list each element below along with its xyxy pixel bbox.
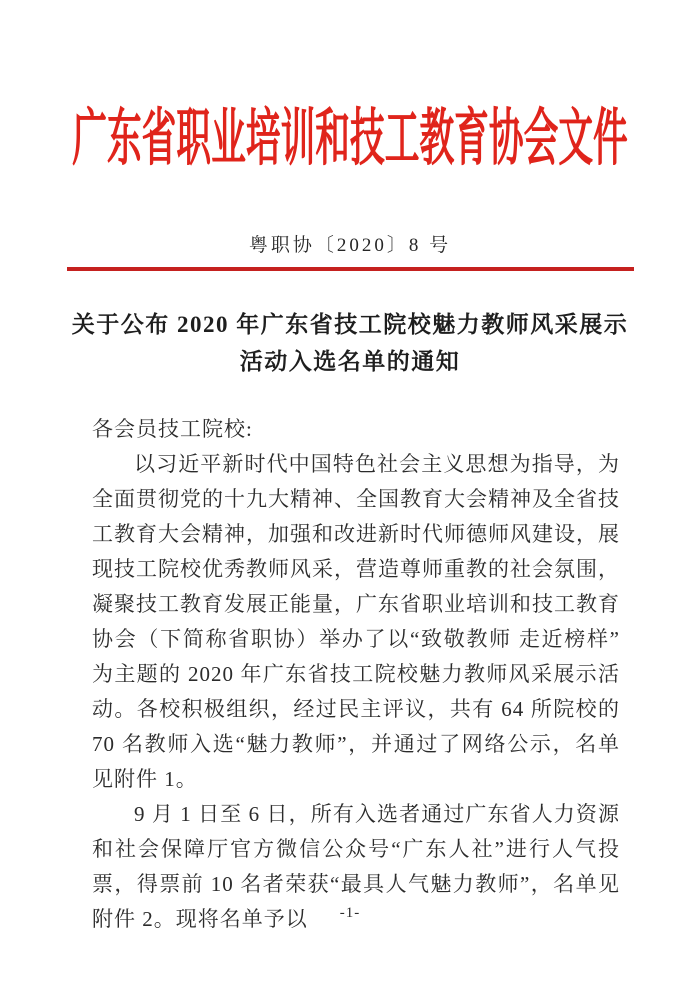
letterhead — [0, 101, 700, 177]
document-body — [92, 412, 620, 937]
body-paragraph: 以习近平新时代中国特色社会主义思想为指导，为全面贯彻党的十九大精神、全国教育大会精神及全省技工教育大会精神，加强和改进新时代师德师风建设，展现技工院校优秀教师风采，营造尊师重教的社会氛围，凝聚技工教育发展正能量，广东省职业培训和技工教育协会（下简称省职协）举办了以“致敬教师 走近榜样”为主题的 2020 年广东省技工院校魅力教师风采展示活动。各校积极组织，经过民主评议，共有 64 所院校的 70 名教师入选“魅力教师”，并通过了网络公示，名单见附件 1。 — [92, 452, 620, 791]
page-number: -1- — [339, 905, 361, 921]
document-title-line-2: 活动入选名单的通知 — [239, 349, 461, 374]
document-title-line-1: 关于公布 2020 年广东省技工院校魅力教师风采展示 — [71, 312, 629, 337]
body-paragraph: 9 月 1 日至 6 日，所有入选者通过广东省人力资源和社会保障厅官方微信公众号“广东人社”进行人气投票，得票前 10 名者荣获“最具人气魅力教师”，名单见附件 2。现将名单予以 — [92, 802, 620, 931]
document-title — [50, 306, 650, 380]
doc-number: 粤职协〔2020〕8 号 — [248, 235, 452, 256]
salutation: 各会员技工院校: — [92, 417, 253, 441]
org-title: 广东省职业培训和技工教育协会文件 — [72, 105, 628, 173]
red-divider-line — [67, 267, 634, 271]
